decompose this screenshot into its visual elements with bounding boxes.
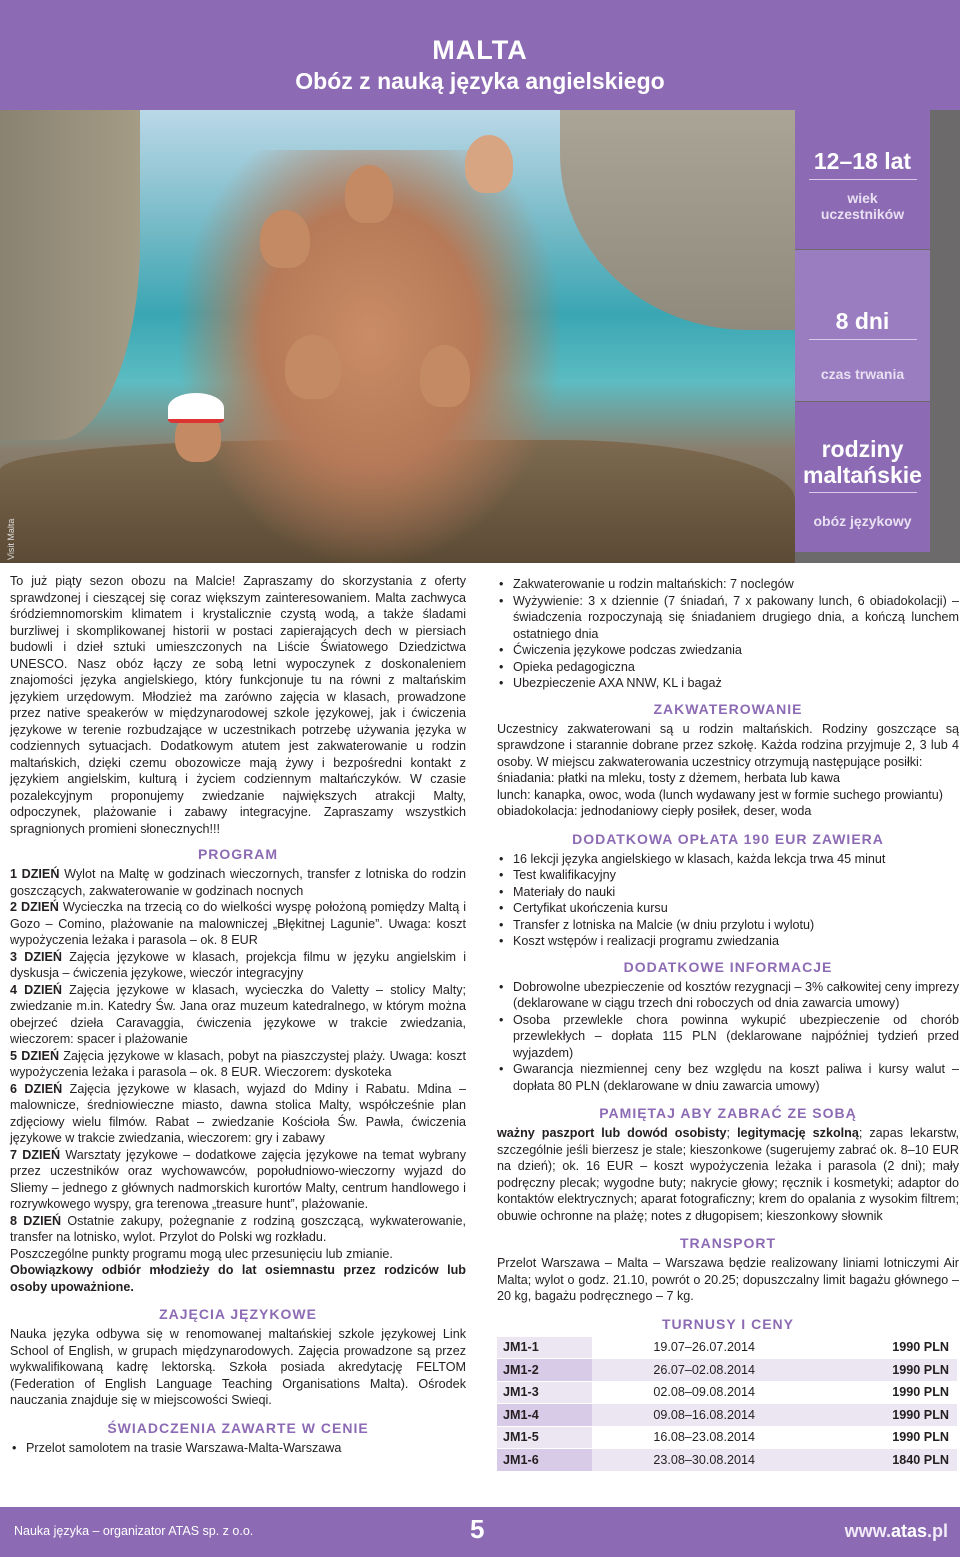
- tour-price: 1990 PLN: [817, 1337, 957, 1359]
- age-box: [795, 110, 930, 249]
- lodging-box: [795, 402, 930, 552]
- program-day: 8 DZIEŃ Ostatnie zakupy, pożegnanie z rodziną goszczącą, wykwaterowanie, transfer na lotnisko, wylot. Przylot do Polski wg rozkładu.: [10, 1213, 466, 1244]
- tour-price: 1990 PLN: [817, 1381, 957, 1404]
- age-label: wiek uczestników: [820, 190, 905, 222]
- table-row: [497, 1449, 957, 1472]
- tours-table: [497, 1337, 957, 1473]
- hero-photo: [0, 110, 795, 563]
- program-heading: PROGRAM: [197, 846, 279, 862]
- footer: [0, 1507, 960, 1557]
- lodging-label: obóz językowy: [813, 513, 912, 529]
- list-item: • Koszt wstępów i realizacji programu zwiedzania: [497, 933, 959, 950]
- duration-box: [795, 250, 930, 401]
- duration-value: 8 dni: [835, 308, 890, 334]
- left-column: [10, 573, 466, 1456]
- tour-dates: 16.08–23.08.2014: [592, 1426, 817, 1449]
- table-row: [497, 1381, 957, 1404]
- list-item: • Opieka pedagogiczna: [497, 659, 959, 676]
- website-link[interactable]: www.atas.pl: [844, 1521, 948, 1541]
- tours-heading: TURNUSY I CENY: [662, 1315, 794, 1332]
- tour-code: JM1-6: [497, 1449, 592, 1472]
- list-item: • Ćwiczenia językowe podczas zwiedzania: [497, 642, 959, 659]
- program-day: 1 DZIEŃ Wylot na Maltę w godzinach wieczornych, transfer z lotniska do rodzin goszczących, zakwaterowanie w godzinach nocnych: [10, 867, 467, 898]
- list-item: • Dobrowolne ubezpieczenie od kosztów rezygnacji – 3% całkowitej ceny imprezy (deklarowane w ciągu trzech dni roboczych od dnia zawarcia umowy): [497, 979, 959, 1012]
- transport-text: Przelot Warszawa – Malta – Warszawa będzie realizowany liniami lotniczymi Air Malta; wylot o godz. 21.10, powrót o 20.25; dopuszczalny limit bagażu głównego – 20 kg, bagażu podręcznego – 7 kg.: [497, 1256, 959, 1303]
- remember-text: ważny paszport lub dowód osobisty; legitymację szkolną; zapas lekarstw, szczególnie jeśli bierzesz je stale; kieszonkowe (sugerujemy zabrać ok. 8–10 EUR na dzień); ok. 16 EUR – koszt wypożyczenia leżaka i parasola (2 dni); mały podręczny plecak; wygodne buty; nakrycie głowy; ręcznik i kosmetyki; adaptor do kontaktów elektrycznych; aparat fotograficzny; krem do opalania z wysokim filtrem; obuwie ochronne na plażę; notes z długopisem; kieszonkowy słownik: [497, 1126, 959, 1223]
- included-heading: ŚWIADCZENIA ZAWARTE W CENIE: [107, 1419, 369, 1436]
- extra-fee-list: [497, 851, 959, 950]
- tour-code: JM1-5: [497, 1426, 592, 1449]
- lessons-heading: ZAJĘCIA JĘZYKOWE: [159, 1306, 317, 1322]
- title-country: MALTA: [432, 35, 528, 65]
- extra-fee-heading: DODATKOWA OPŁATA 190 EUR ZAWIERA: [572, 830, 884, 847]
- meal-item: obiadokolacja: jednodaniowy ciepły posiłek, deser, woda: [497, 804, 812, 818]
- program-day: 4 DZIEŃ Zajęcia językowe w klasach, wycieczka do Valetty – stolicy Malty; zwiedzanie m.in. Katedry Św. Jana oraz muzeum katedralnego, w którym można obejrzeć dzieła Caravaggia, ćwiczenia językowe w trakcie zwiedzania, wieczorem: spacer i plażowanie: [10, 982, 466, 1046]
- transport-heading: TRANSPORT: [679, 1235, 777, 1251]
- accommodation-heading: ZAKWATEROWANIE: [653, 700, 803, 717]
- list-item: • Materiały do nauki: [497, 884, 959, 901]
- intro-text: To już piąty sezon obozu na Malcie! Zapraszamy do skorzystania z oferty sprawdzonej i cieszącej się coraz większym zainteresowaniem. Malta zachwyca śródziemnomorskim klimatem i krystalicznie czystą wodą, a także śladami burzliwej i skomplikowanej historii w postaci zapierających dech w piersiach budowli i dzieł sztuki umieszczonych na Liście Światowego Dziedzictwa UNESCO. Nasz obóz łączy ze sobą letni wypoczynek z doskonaleniem znajomości języka angielskiego, który funkcjonuje tu na równi z maltańskim językiem urzędowym. Młodzież ma zarówno zajęcia w klasach, prowadzone przez native speakerów w międzynarodowej szkole językowej, jak i ćwiczenia językowe w terenie rozbudzające w uczestnikach potrzebę używania języka w codziennych sytuacjach. Dodatkowym atutem jest zakwaterowanie u rodzin maltańskich, dzięki czemu obozowicze mają żywy i bezpośredni kontakt z językiem angielskim, kulturą i życiem codziennym maltańczyków. W czasie pozalekcyjnym proponujemy zwiedzanie największych atrakcji Malty, odpoczynek, plażowanie i zabawy integracyjne. Zapraszamy wszystkich spragnionych promieni słonecznych!!!: [10, 574, 466, 836]
- list-item: • Gwarancja niezmiennej ceny bez względu na koszt paliwa i kursy walut – dopłata 80 PLN (deklarowane w dniu zawarcia umowy): [497, 1061, 959, 1094]
- tour-price: 1990 PLN: [817, 1359, 957, 1382]
- table-row: [497, 1404, 957, 1427]
- tour-price: 1990 PLN: [817, 1426, 957, 1449]
- meal-item: śniadania: płatki na mleku, tosty z dżemem, herbata lub kawa: [497, 771, 841, 785]
- right-column: [497, 576, 959, 1472]
- lessons-text: Nauka języka odbywa się w renomowanej maltańskiej szkole językowej Link School of English, w grupach międzynarodowych. Zajęcia prowadzone są przez wykwalifikowaną kadrę lektorską. Szkoła posiada akredytację FELTOM (Federation of English Language Teaching Organisations Malta). Ośrodek nauczania znajduje się w miejscowości Swieqi.: [10, 1327, 466, 1407]
- age-value: 12–18 lat: [813, 148, 912, 174]
- program-days: [10, 866, 466, 1246]
- photo-credit: Visit Malta: [6, 518, 16, 560]
- list-item: • Transfer z lotniska na Malcie (w dniu przylotu i wylotu): [497, 917, 959, 934]
- tour-dates: 02.08–09.08.2014: [592, 1381, 817, 1404]
- title-subtitle: Obóz z nauką języka angielskiego: [295, 68, 665, 94]
- included-list-left: [10, 1440, 466, 1457]
- program-day: 7 DZIEŃ Warsztaty językowe – dodatkowe zajęcia językowe na temat wybrany przez uczestników oraz wychowawców, popołudniowo-wieczorny wyjazd do Sliemy – jednego z głównych nadmorskich kurortów Malty, centrum handlowego i rozrywkowego wyspy, gra terenowa „treasure hunt”, plażowanie.: [10, 1147, 466, 1211]
- table-row: [497, 1337, 957, 1359]
- tour-code: JM1-4: [497, 1404, 592, 1427]
- tour-dates: 09.08–16.08.2014: [592, 1404, 817, 1427]
- table-row: [497, 1426, 957, 1449]
- tour-code: JM1-1: [497, 1337, 592, 1359]
- tour-price: 1840 PLN: [817, 1449, 957, 1472]
- tour-dates: 23.08–30.08.2014: [592, 1449, 817, 1472]
- info-heading: DODATKOWE INFORMACJE: [623, 958, 833, 975]
- list-item: • 16 lekcji języka angielskiego w klasach, każda lekcja trwa 45 minut: [497, 851, 959, 868]
- tour-dates: 19.07–26.07.2014: [592, 1337, 817, 1359]
- duration-label: czas trwania: [820, 366, 905, 382]
- lodging-value: rodziny maltańskie: [803, 436, 922, 488]
- pickup-note: Obowiązkowy odbiór młodzieży do lat osiemnastu przez rodziców lub osoby upoważnione.: [10, 1263, 466, 1294]
- info-list: [497, 979, 959, 1095]
- program-note: Poszczególne punkty programu mogą ulec przesunięciu lub zmianie.: [10, 1246, 393, 1261]
- list-item: • Ubezpieczenie AXA NNW, KL i bagaż: [497, 675, 959, 692]
- white-cap: [168, 393, 224, 423]
- meal-item: lunch: kanapka, owoc, woda (lunch wydawany jest w formie suchego prowiantu): [497, 787, 943, 802]
- list-item: • Przelot samolotem na trasie Warszawa-Malta-Warszawa: [10, 1440, 466, 1457]
- table-row: [497, 1359, 957, 1382]
- program-day: 5 DZIEŃ Zajęcia językowe w klasach, pobyt na piaszczystej plaży. Uwaga: koszt wypożyczenia leżaka i parasola – ok. 8 EUR. Wieczorem: dyskoteka: [10, 1048, 466, 1079]
- program-day: 2 DZIEŃ Wycieczka na trzecią co do wielkości wyspę położoną pomiędzy Maltą i Gozo – Comino, plażowanie na malowniczej „Błękitnej Lagunie”. Uwaga: koszt wypożyczenia leżaka i parasola – ok. 8 EUR: [10, 900, 466, 947]
- list-item: • Certyfikat ukończenia kursu: [497, 900, 959, 917]
- remember-heading: PAMIĘTAJ ABY ZABRAĆ ZE SOBĄ: [599, 1105, 857, 1121]
- tour-price: 1990 PLN: [817, 1404, 957, 1427]
- tour-code: JM1-3: [497, 1381, 592, 1404]
- list-item: • Zakwaterowanie u rodzin maltańskich: 7 noclegów: [497, 576, 959, 593]
- program-day: 6 DZIEŃ Zajęcia językowe w klasach, wyjazd do Mdiny i Rabatu. Mdina – malownicze, średniowieczne miasto, dawna stolica Malty, współcześnie plan zdjęciowy wielu filmów. Rabat – zwiedzanie Kościoła Św. Pawła, ćwiczenia językowe w trakcie zwiedzania, wieczorem: gry i zabawy: [10, 1081, 466, 1145]
- included-list-right: [497, 576, 959, 692]
- accommodation-text: Uczestnicy zakwaterowani są u rodzin maltańskich. Rodziny goszczące są sprawdzone i starannie dobrane przez szkołę. Każda rodzina przyjmuje 2, 3 lub 4 osoby. W miejscu zakwaterowania uczestnicy otrzymują następujące posiłki:: [497, 721, 959, 769]
- organizer-text: Nauka języka – organizator ATAS sp. z o.o.: [14, 1524, 254, 1538]
- tour-dates: 26.07–02.08.2014: [592, 1359, 817, 1382]
- list-item: • Test kwalifikacyjny: [497, 867, 959, 884]
- page-number: 5: [470, 1514, 485, 1544]
- tour-code: JM1-2: [497, 1359, 592, 1382]
- page-title: [0, 34, 960, 96]
- list-item: • Wyżywienie: 3 x dziennie (7 śniadań, 7 x pakowany lunch, 6 obiadokolacji) – świadczenia rozpoczynają się śniadaniem drugiego dnia, a kończą lunchem ostatniego dnia: [497, 593, 959, 643]
- program-day: 3 DZIEŃ Zajęcia językowe w klasach, projekcja filmu w języku angielskim i dyskusja – ćwiczenia językowe, wieczór integracyjny: [10, 949, 466, 980]
- list-item: • Osoba przewlekle chora powinna wykupić ubezpieczenie od chorób przewlekłych – dopłata 115 PLN (deklarowane najpóźniej tydzień przed wyjazdem): [497, 1012, 959, 1062]
